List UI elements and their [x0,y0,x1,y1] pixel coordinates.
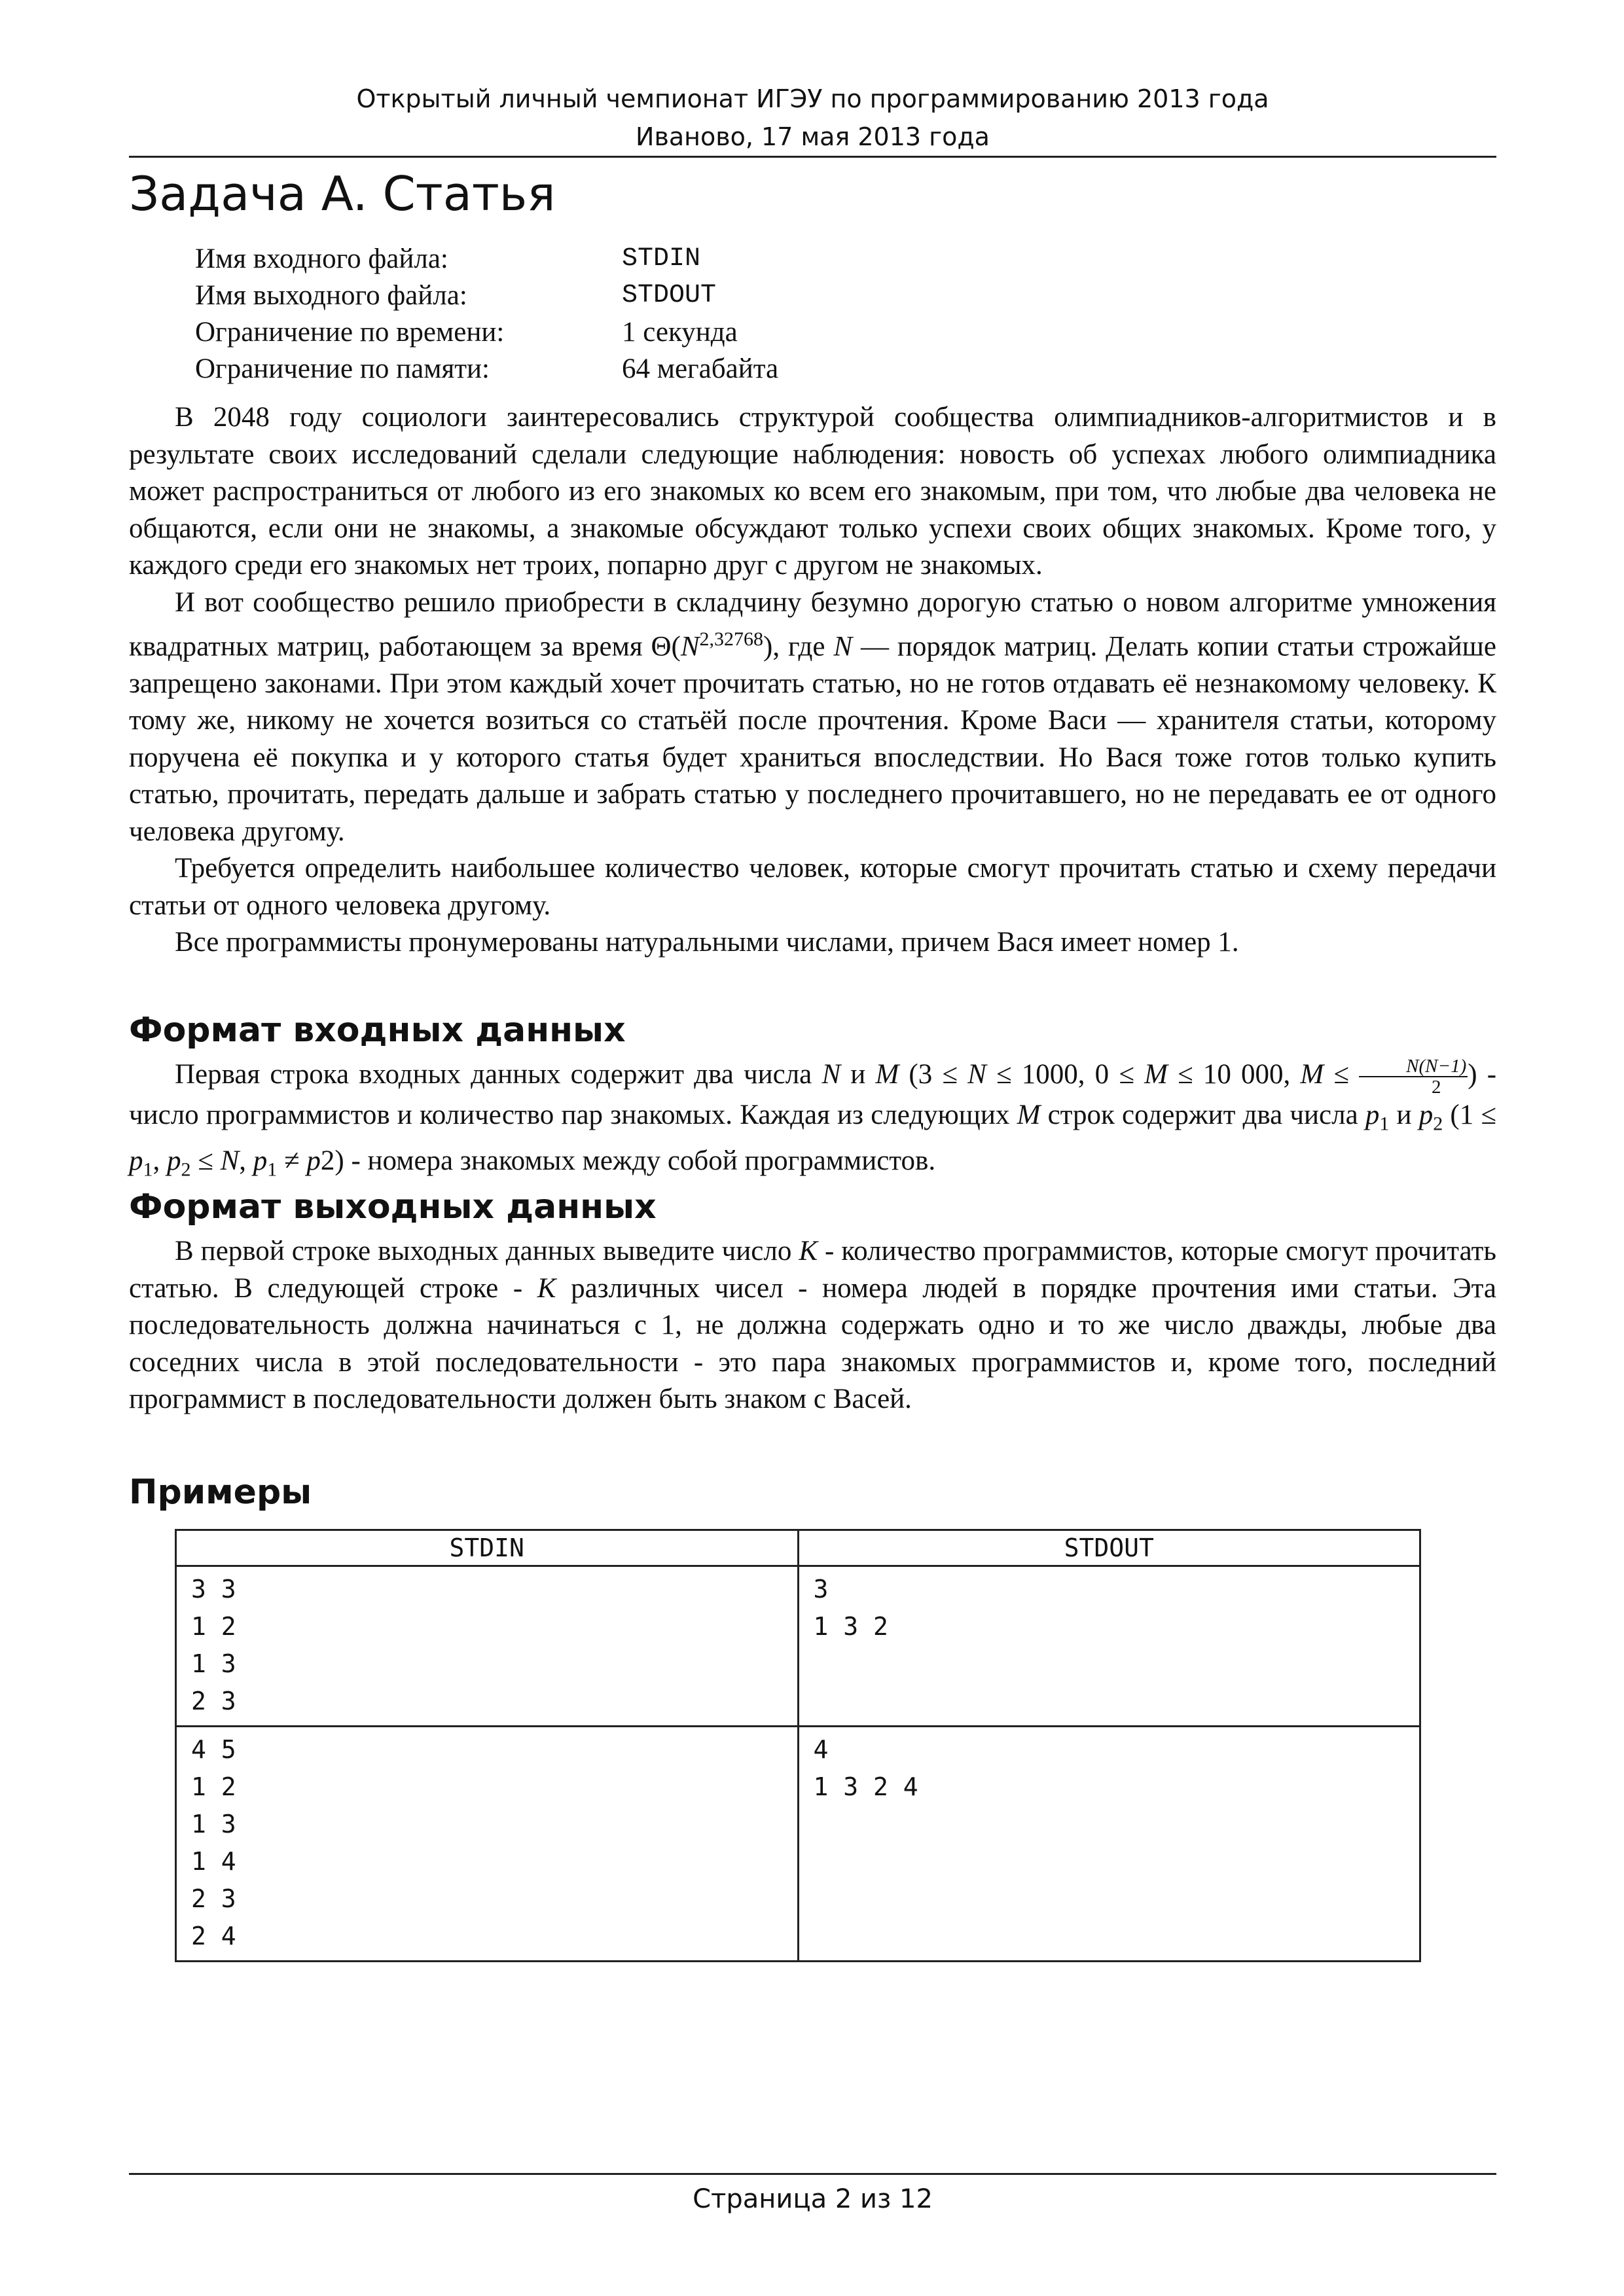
input-line: 2 3 [191,1687,236,1715]
fraction-numerator: N(N−1) [1359,1056,1468,1077]
input-line: 2 4 [191,1922,236,1950]
input-line: 4 5 [191,1735,236,1764]
math-fraction [1359,1056,1468,1097]
output-format-text [129,1233,1496,1418]
text: ≠ [277,1145,307,1177]
statement-text: — порядок матриц. Делать копии статьи строжайше запрещено законами. При этом каждый хочет прочитать статью, но не готов отдавать её незнакомому человеку. К тому же, никому не хочется возиться со статьёй после прочтения. Кроме Васи — хранителя статьи, которому поручена её покупка и у которого статья будет храниться впоследствии. Но Вася тоже готов только купить статью, прочитать, передать дальше и забрать статью у последнего прочитавшего, но не передавать ее от одного человека другому. [129,631,1496,847]
limit-value: 64 мегабайта [622,353,779,384]
math-var: N [833,631,853,662]
text: различных чисел - номера людей в порядке прочтения ими статьи. Эта последовательность должна начинаться с 1, не должна содержать одно и то же число дважды, любые два соседних числа в этой последовательности - это пара знакомых программистов и, кроме того, последний программист в последовательности должен быть знаком с Васей. [129,1272,1496,1414]
math-var: p [1418,1100,1434,1131]
problem-title: Задача A. Статья [129,166,556,221]
header-rule [129,156,1496,158]
math-var: K [799,1236,818,1266]
example-input-cell [176,1566,799,1727]
limits-row [195,314,778,351]
text: и [840,1059,876,1090]
example-row [176,1566,1420,1727]
text: ≤ [1324,1059,1360,1090]
column-header-stdout: STDOUT [798,1530,1420,1566]
text: , [239,1145,253,1177]
limit-key: Ограничение по времени: [195,317,505,348]
math-var: K [537,1272,556,1304]
math-subscript: 1 [1379,1113,1390,1135]
output-line: 3 [813,1575,829,1604]
math-var: p [1365,1100,1380,1131]
examples-heading: Примеры [129,1473,312,1512]
math-var: N [680,631,700,662]
problem-limits-table [195,241,778,387]
page-header [129,80,1496,156]
output-format-heading: Формат выходных данных [129,1187,657,1227]
math-var: N [220,1145,240,1177]
text: строк содержит два числа [1040,1100,1365,1131]
input-line: 1 2 [191,1772,236,1801]
input-format-heading: Формат входных данных [129,1011,626,1050]
input-line: 1 3 [191,1649,236,1678]
output-format-paragraph [129,1233,1496,1418]
input-line: 1 3 [191,1810,236,1839]
text: ≤ 1000, 0 ≤ [986,1059,1145,1090]
statement-text: И вот сообщество решило приобрести в складчину безумно дорогую статью о новом алгоритме умножения квадратных матриц, работающем за время Θ( [129,586,1496,662]
math-var: p [253,1145,268,1177]
input-line: 1 4 [191,1847,236,1876]
math-var: M [1017,1100,1041,1131]
output-line: 1 3 2 4 [813,1772,918,1801]
statement-text: ), где [763,631,834,662]
text: ) - число программистов и количество пар знакомых. Каждая из следующих [129,1059,1497,1131]
contest-title: Открытый личный чемпионат ИГЭУ по программированию 2013 года [356,84,1269,113]
limit-key: Ограничение по памяти: [195,353,490,384]
text: ≤ 10 000, [1167,1059,1301,1090]
limit-key: Имя входного файла: [195,243,448,274]
statement-paragraph: В 2048 году социологи заинтересовались структурой сообщества олимпиадников-алгоритмистов и в результате своих исследований сделали следующие наблюдения: новость об успехах любого олимпиадника может распространиться от любого из его знакомых ко всем его знакомым, при том, что любые два человека не общаются, если они не знакомы, а знакомые обсуждают только успехи своих общих знакомых. Кроме того, у каждого среди его знакомых нет троих, попарно друг с другом не знакомых. [129,402,1496,581]
limits-row [195,278,778,314]
text: (1 ≤ [1443,1100,1496,1131]
text: В первой строке выходных данных выведите число [175,1236,799,1266]
limit-key: Имя выходного файла: [195,280,467,311]
text: и [1389,1100,1419,1131]
problem-statement [129,399,1496,961]
input-format-paragraph [129,1056,1496,1189]
input-format-text [129,1056,1496,1189]
example-row [176,1727,1420,1962]
math-subscript: 1 [267,1158,278,1181]
statement-paragraph [129,584,1496,851]
math-exponent: 2,32768 [699,628,764,650]
text: Первая строка входных данных содержит два числа [175,1059,822,1090]
math-var: M [1300,1059,1324,1090]
math-var: N [967,1059,986,1090]
limits-row [195,241,778,278]
math-var: p [306,1145,321,1177]
examples-header-row [176,1530,1420,1566]
text: ≤ [190,1145,221,1177]
math-var: M [1144,1059,1168,1090]
output-line: 1 3 2 [813,1612,888,1641]
text: - количество программистов, которые смогут прочитать статью. В следующей строке - [129,1236,1496,1304]
input-line: 1 2 [191,1612,236,1641]
fraction-denominator: 2 [1431,1077,1441,1098]
input-line: 2 3 [191,1884,236,1913]
output-line: 4 [813,1735,829,1764]
input-line: 3 3 [191,1575,236,1604]
limit-value: STDIN [622,244,701,274]
limit-value: 1 секунда [622,317,738,348]
contest-place-date: Иваново, 17 мая 2013 года [636,122,990,151]
math-var: N [821,1059,841,1090]
page-number: Страница 2 из 12 [693,2184,933,2214]
statement-paragraph: Все программисты пронумерованы натуральными числами, причем Вася имеет номер 1. [175,927,1239,958]
text: , [153,1145,167,1177]
limits-row [195,351,778,387]
math-subscript: 2 [181,1158,191,1181]
text: 2) - номера знакомых между собой программистов. [320,1145,936,1177]
statement-paragraph: Требуется определить наибольшее количество человек, которые смогут прочитать статью и схему передачи статьи от одного человека другому. [129,853,1496,921]
example-output-cell [798,1727,1420,1962]
text: (3 ≤ [899,1059,968,1090]
math-var: p [167,1145,181,1177]
math-var: p [129,1145,143,1177]
examples-table [175,1529,1421,1962]
math-subscript: 1 [143,1158,153,1181]
example-output-cell [798,1566,1420,1727]
math-subscript: 2 [1433,1113,1443,1135]
limit-value: STDOUT [622,281,717,310]
column-header-stdin: STDIN [176,1530,799,1566]
math-var: M [875,1059,899,1090]
example-input-cell [176,1727,799,1962]
footer-rule [129,2173,1496,2175]
